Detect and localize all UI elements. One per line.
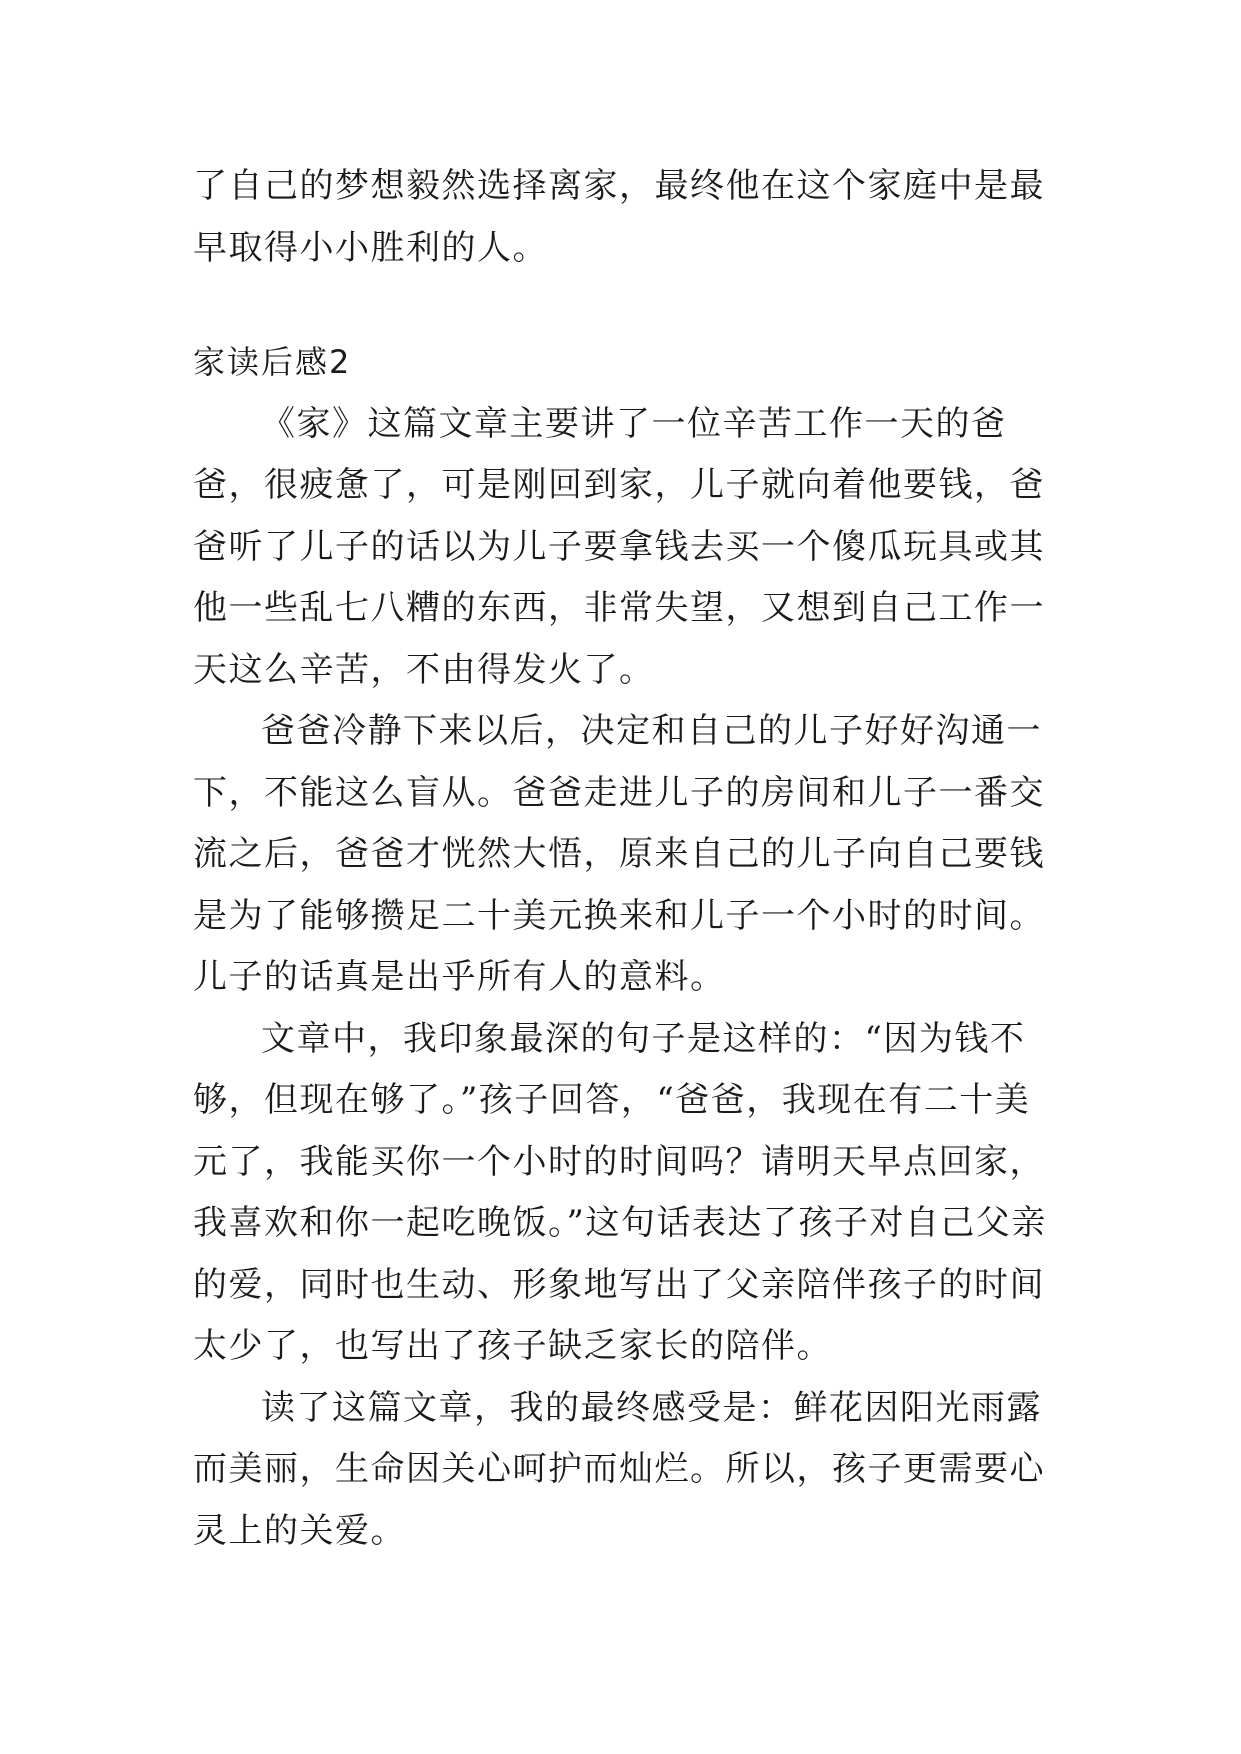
essay-paragraph-1: 《家》这篇文章主要讲了一位辛苦工作一天的爸爸，很疲惫了，可是刚回到家，儿子就向着他要钱，爸爸听了儿子的话以为儿子要拿钱去买一个傻瓜玩具或其他一些乱七八糟的东西，非常失望，又想到自己工作一天这么辛苦，不由得发火了。 [193, 403, 1045, 690]
essay-paragraph-4: 读了这篇文章，我的最终感受是：鲜花因阳光雨露而美丽，生命因关心呵护而灿烂。所以，孩子更需要心灵上的关爱。 [193, 1387, 1045, 1551]
continuation-block [193, 156, 1063, 279]
essay-section [193, 332, 1063, 1562]
essay-paragraph-3: 文章中，我印象最深的句子是这样的：“因为钱不够，但现在够了。”孩子回答，“爸爸，我现在有二十美元了，我能买你一个小时的时间吗？请明天早点回家，我喜欢和你一起吃晚饭。”这句话表达了孩子对自己父亲的爱，同时也生动、形象地写出了父亲陪伴孩子的时间太少了，也写出了孩子缺乏家长的陪伴。 [193, 1018, 1047, 1366]
section-title: 家读后感2 [193, 343, 352, 381]
continuation-paragraph: 了自己的梦想毅然选择离家，最终他在这个家庭中是最早取得小小胜利的人。 [193, 166, 1045, 268]
essay-paragraph-2: 爸爸冷静下来以后，决定和自己的儿子好好沟通一下，不能这么盲从。爸爸走进儿子的房间和儿子一番交流之后，爸爸才恍然大悟，原来自己的儿子向自己要钱是为了能够攒足二十美元换来和儿子一个小时的时间。儿子的话真是出乎所有人的意料。 [193, 711, 1045, 997]
